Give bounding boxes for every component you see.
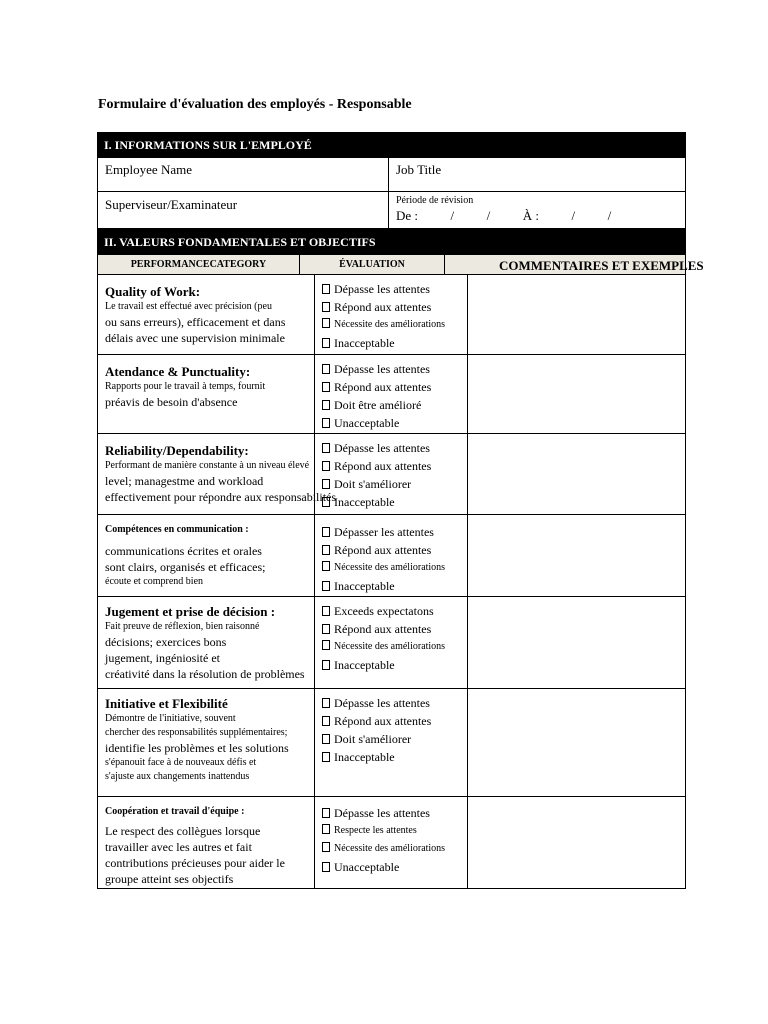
rating-option-label: Répond aux attentes bbox=[334, 459, 432, 473]
category-cell bbox=[98, 275, 315, 354]
rating-option-label: Nécessite des améliorations bbox=[334, 562, 446, 573]
category-title: Quality of Work: bbox=[105, 284, 201, 299]
job-title-field[interactable]: Job Title bbox=[396, 162, 442, 177]
checkbox[interactable] bbox=[322, 364, 330, 374]
category-cell bbox=[98, 515, 315, 596]
checkbox[interactable] bbox=[322, 606, 330, 616]
rating-option-label: Inacceptable bbox=[334, 658, 395, 672]
evaluation-cell bbox=[315, 275, 468, 354]
category-row bbox=[97, 434, 686, 515]
category-cell bbox=[98, 797, 315, 888]
evaluation-cell bbox=[315, 434, 468, 514]
section-1-header: I. INFORMATIONS SUR L'EMPLOYÉ bbox=[97, 132, 686, 158]
evaluation-cell bbox=[315, 515, 468, 596]
comments-cell[interactable] bbox=[468, 689, 685, 796]
category-row bbox=[97, 797, 686, 889]
column-header-category: PERFORMANCECATEGORY bbox=[98, 255, 300, 274]
checkbox[interactable] bbox=[322, 624, 330, 634]
checkbox[interactable] bbox=[322, 640, 330, 650]
rating-option-label: Inacceptable bbox=[334, 750, 395, 764]
category-desc: level; managestme and workload bbox=[105, 474, 264, 488]
checkbox[interactable] bbox=[322, 581, 330, 591]
category-title: Compétences en communication : bbox=[105, 524, 249, 535]
category-desc: s'ajuste aux changements inattendus bbox=[105, 771, 250, 782]
info-row-2 bbox=[97, 192, 686, 229]
category-row bbox=[97, 275, 686, 355]
category-desc: identifie les problèmes et les solutions bbox=[105, 741, 289, 755]
rating-option-label: Doit s'améliorer bbox=[334, 732, 412, 746]
comments-cell[interactable] bbox=[468, 515, 685, 596]
checkbox[interactable] bbox=[322, 527, 330, 537]
rating-option[interactable] bbox=[322, 656, 467, 674]
comments-cell[interactable] bbox=[468, 434, 685, 514]
rating-option[interactable] bbox=[322, 602, 467, 620]
rating-option[interactable] bbox=[322, 712, 467, 730]
rating-option-label: Dépasse les attentes bbox=[334, 696, 430, 710]
rating-option[interactable] bbox=[322, 730, 467, 748]
checkbox[interactable] bbox=[322, 284, 330, 294]
column-header-evaluation: ÉVALUATION bbox=[300, 255, 445, 274]
checkbox[interactable] bbox=[322, 418, 330, 428]
review-dates: De : / / À : / / bbox=[396, 208, 612, 223]
checkbox[interactable] bbox=[322, 545, 330, 555]
rating-option[interactable] bbox=[322, 316, 467, 334]
category-desc: chercher des responsabilités supplémentaires; bbox=[105, 727, 288, 738]
category-desc: décisions; exercices bons bbox=[105, 635, 227, 649]
category-cell bbox=[98, 689, 315, 796]
checkbox[interactable] bbox=[322, 302, 330, 312]
rating-option-label: Inacceptable bbox=[334, 495, 395, 509]
column-header-comments-cell bbox=[445, 255, 704, 274]
rating-option-label: Inacceptable bbox=[334, 336, 395, 350]
rating-option[interactable] bbox=[322, 360, 467, 378]
category-desc: préavis de besoin d'absence bbox=[105, 395, 238, 409]
section-2-header: II. VALEURS FONDAMENTALES ET OBJECTIFS bbox=[97, 229, 686, 255]
category-desc: Performant de manière constante à un niveau élevé bbox=[105, 460, 310, 471]
evaluation-form bbox=[97, 132, 704, 889]
rating-option-label: Dépasse les attentes bbox=[334, 282, 430, 296]
rating-option-label: Doit s'améliorer bbox=[334, 477, 412, 491]
rating-option-label: Respecte les attentes bbox=[334, 825, 417, 836]
checkbox[interactable] bbox=[322, 824, 330, 834]
category-row bbox=[97, 515, 686, 597]
rating-option[interactable] bbox=[322, 396, 467, 414]
evaluation-cell bbox=[315, 355, 468, 433]
rating-option[interactable] bbox=[322, 493, 467, 511]
category-desc: Le travail est effectué avec précision (peu bbox=[105, 301, 272, 312]
category-row bbox=[97, 689, 686, 797]
category-desc: Le respect des collègues lorsque bbox=[105, 824, 261, 838]
rating-option[interactable] bbox=[322, 523, 467, 541]
rating-option-label: Unacceptable bbox=[334, 860, 400, 874]
supervisor-field[interactable]: Superviseur/Examinateur bbox=[98, 192, 389, 228]
rating-option-label: Répond aux attentes bbox=[334, 380, 432, 394]
category-desc: jugement, ingéniosité et bbox=[105, 651, 220, 665]
form-title: Formulaire d'évaluation des employés - Responsable bbox=[98, 97, 412, 112]
checkbox[interactable] bbox=[322, 862, 330, 872]
rating-option-label: Exceeds expectatons bbox=[334, 604, 434, 618]
checkbox[interactable] bbox=[322, 752, 330, 762]
category-title: Coopération et travail d'équipe : bbox=[105, 806, 245, 817]
checkbox[interactable] bbox=[322, 338, 330, 348]
rating-option-label: Dépasse les attentes bbox=[334, 441, 430, 455]
rating-option-label: Dépasser les attentes bbox=[334, 525, 434, 539]
rating-option-label: Répond aux attentes bbox=[334, 714, 432, 728]
category-cell bbox=[98, 434, 337, 514]
category-desc: délais avec une supervision minimale bbox=[105, 331, 285, 345]
rating-option[interactable] bbox=[322, 541, 467, 559]
checkbox[interactable] bbox=[322, 716, 330, 726]
category-desc: ou sans erreurs), efficacement et dans bbox=[105, 315, 286, 329]
rating-option[interactable] bbox=[322, 638, 467, 656]
rating-option[interactable] bbox=[322, 748, 467, 766]
evaluation-cell bbox=[315, 797, 468, 888]
category-desc: écoute et comprend bien bbox=[105, 576, 204, 587]
category-desc: s'épanouit face à de nouveaux défis et bbox=[105, 757, 257, 768]
comments-cell[interactable] bbox=[468, 597, 685, 688]
category-desc: contributions précieuses pour aider le bbox=[105, 856, 285, 870]
checkbox[interactable] bbox=[322, 660, 330, 670]
rating-option-label: Inacceptable bbox=[334, 579, 395, 593]
rating-option[interactable] bbox=[322, 475, 467, 493]
rating-option-label: Répond aux attentes bbox=[334, 300, 432, 314]
category-row bbox=[97, 355, 686, 434]
info-row-1 bbox=[97, 158, 686, 192]
category-row bbox=[97, 597, 686, 689]
rating-option-label: Unacceptable bbox=[334, 416, 400, 430]
employee-name-field[interactable]: Employee Name bbox=[98, 158, 389, 191]
column-headers bbox=[97, 255, 704, 275]
rating-option-label: Répond aux attentes bbox=[334, 622, 432, 636]
rating-option[interactable] bbox=[322, 334, 467, 352]
checkbox[interactable] bbox=[322, 443, 330, 453]
rating-option[interactable] bbox=[322, 457, 467, 475]
category-title: Reliability/Dependability: bbox=[105, 443, 249, 458]
rating-option[interactable] bbox=[322, 858, 467, 876]
category-title: Atendance & Punctuality: bbox=[105, 364, 251, 379]
rating-option-label: Répond aux attentes bbox=[334, 543, 432, 557]
rating-option[interactable] bbox=[322, 694, 467, 712]
rating-option[interactable] bbox=[322, 822, 467, 840]
rating-option[interactable] bbox=[322, 280, 467, 298]
column-header-comments: COMMENTAIRES ET EXEMPLES bbox=[499, 258, 704, 273]
review-period-label: Période de révision bbox=[396, 195, 474, 206]
rating-option-label: Nécessite des améliorations bbox=[334, 319, 446, 330]
rating-option[interactable] bbox=[322, 840, 467, 858]
rating-option[interactable] bbox=[322, 620, 467, 638]
category-desc: Démontre de l'initiative, souvent bbox=[105, 713, 236, 724]
rating-option-label: Dépasse les attentes bbox=[334, 806, 430, 820]
rating-option-label: Nécessite des améliorations bbox=[334, 641, 446, 652]
comments-cell[interactable] bbox=[468, 797, 685, 888]
rating-option-label: Doit être amélioré bbox=[334, 398, 422, 412]
category-desc: effectivement pour répondre aux responsabilités bbox=[105, 490, 337, 504]
rating-option-label: Nécessite des améliorations bbox=[334, 843, 446, 854]
category-cell bbox=[98, 597, 315, 688]
checkbox[interactable] bbox=[322, 842, 330, 852]
checkbox[interactable] bbox=[322, 561, 330, 571]
review-period-field[interactable] bbox=[389, 192, 685, 228]
rating-option[interactable] bbox=[322, 577, 467, 595]
category-desc: communications écrites et orales bbox=[105, 544, 262, 558]
checkbox[interactable] bbox=[322, 461, 330, 471]
rating-option[interactable] bbox=[322, 378, 467, 396]
checkbox[interactable] bbox=[322, 318, 330, 328]
checkbox[interactable] bbox=[322, 479, 330, 489]
rating-option[interactable] bbox=[322, 414, 467, 432]
comments-cell[interactable] bbox=[468, 275, 685, 354]
category-desc: Rapports pour le travail à temps, fournit bbox=[105, 381, 266, 392]
checkbox[interactable] bbox=[322, 698, 330, 708]
category-desc: groupe atteint ses objectifs bbox=[105, 872, 234, 886]
checkbox[interactable] bbox=[322, 808, 330, 818]
category-desc: créativité dans la résolution de problèmes bbox=[105, 667, 305, 681]
category-title: Initiative et Flexibilité bbox=[105, 696, 228, 711]
comments-cell[interactable] bbox=[468, 355, 685, 433]
evaluation-cell bbox=[315, 597, 468, 688]
evaluation-cell bbox=[315, 689, 468, 796]
rating-option[interactable] bbox=[322, 298, 467, 316]
checkbox[interactable] bbox=[322, 734, 330, 744]
rating-option[interactable] bbox=[322, 804, 467, 822]
category-title: Jugement et prise de décision : bbox=[105, 604, 276, 619]
category-desc: sont clairs, organisés et efficaces; bbox=[105, 560, 266, 574]
rating-option[interactable] bbox=[322, 439, 467, 457]
category-desc: travailler avec les autres et fait bbox=[105, 840, 252, 854]
rating-option[interactable] bbox=[322, 559, 467, 577]
checkbox[interactable] bbox=[322, 400, 330, 410]
checkbox[interactable] bbox=[322, 382, 330, 392]
category-cell bbox=[98, 355, 315, 433]
rating-option-label: Dépasse les attentes bbox=[334, 362, 430, 376]
category-desc: Fait preuve de réflexion, bien raisonné bbox=[105, 621, 260, 632]
